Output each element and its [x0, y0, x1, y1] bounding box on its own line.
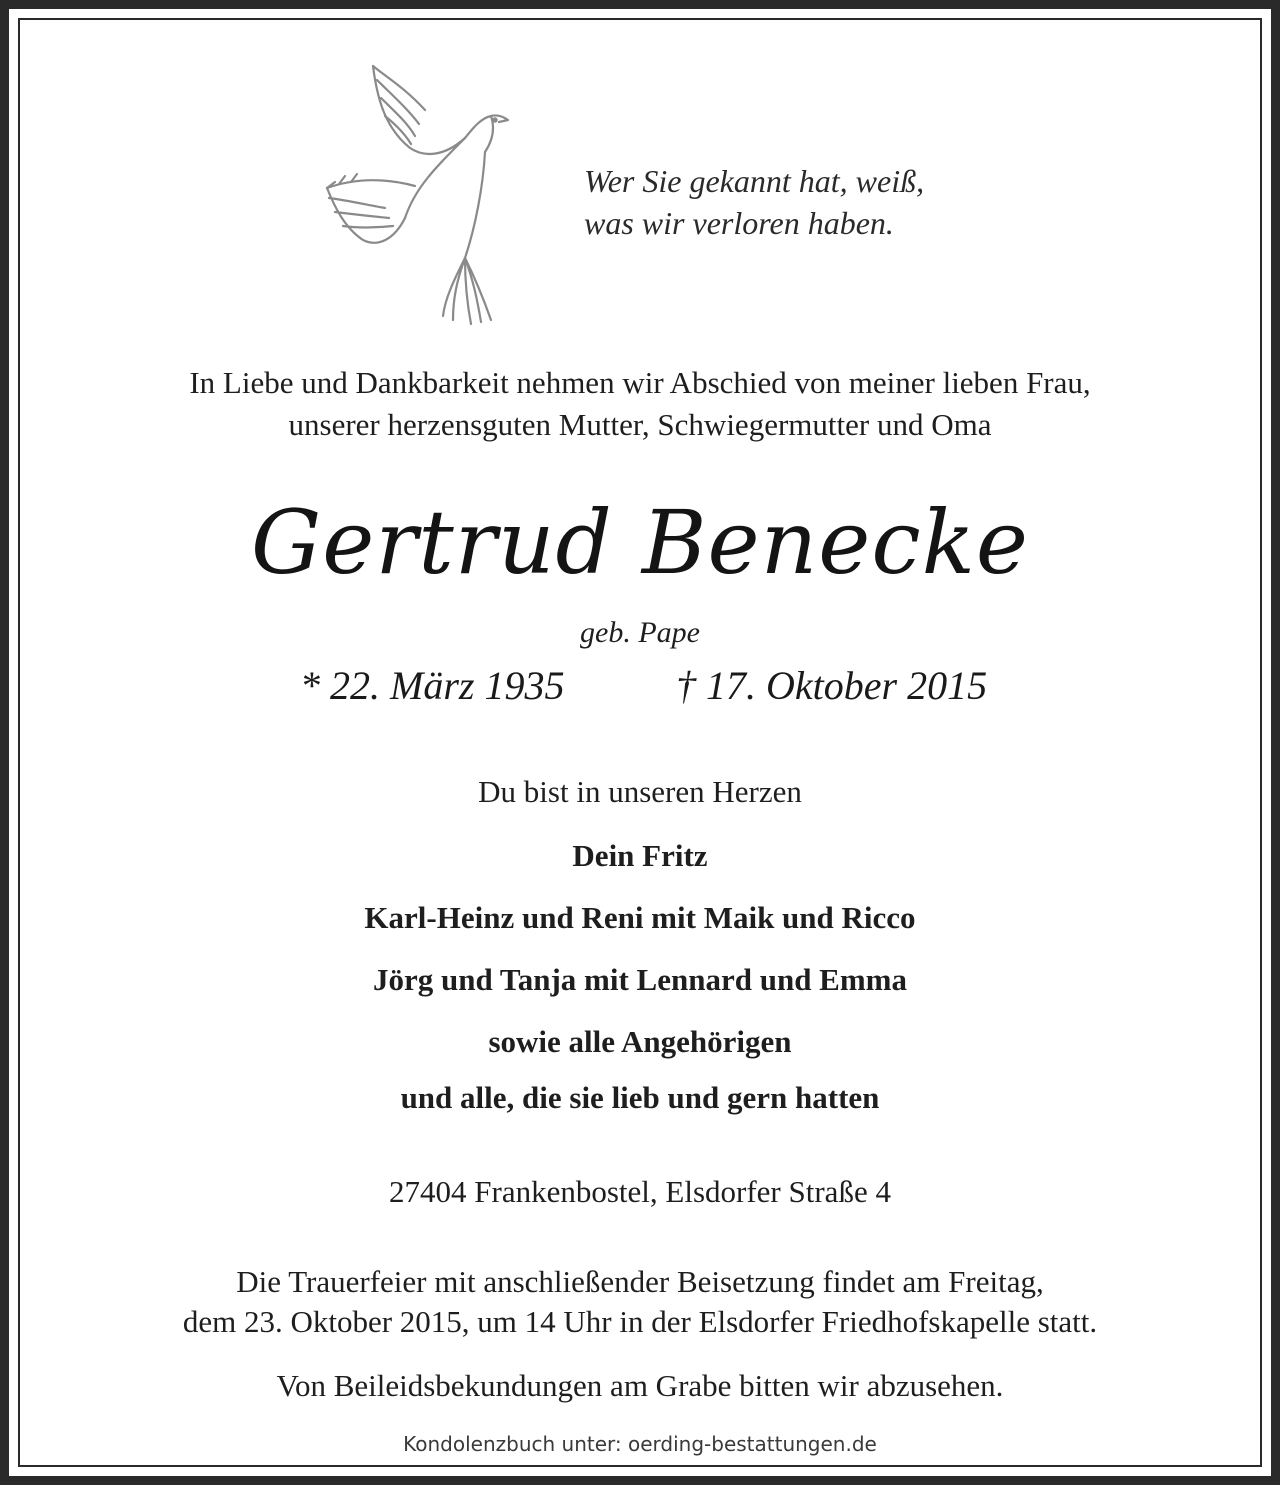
signature-line: und alle, die sie lieb und gern hatten	[400, 1080, 880, 1115]
intro-line-2: unserer herzensguten Mutter, Schwiegermutter und Oma	[288, 407, 992, 442]
condolence-book-link[interactable]: Kondolenzbuch unter: oerding-bestattungen.de	[403, 1432, 877, 1456]
address: 27404 Frankenbostel, Elsdorfer Straße 4	[389, 1174, 891, 1209]
signature-line: Karl-Heinz und Reni mit Maik und Ricco	[364, 900, 916, 935]
motto-line-2: was wir verloren haben.	[584, 205, 894, 241]
funeral-line-2: dem 23. Oktober 2015, um 14 Uhr in der Elsdorfer Friedhofskapelle statt.	[182, 1304, 1098, 1339]
funeral-notice	[0, 1262, 1280, 1342]
signature-line: Jörg und Tanja mit Lennard und Emma	[372, 962, 908, 997]
dove-icon	[315, 58, 515, 328]
intro-text	[0, 362, 1280, 446]
condolence-note: Von Beileidsbekundungen am Grabe bitten wir abzusehen.	[276, 1368, 1004, 1403]
death-date: † 17. Oktober 2015	[676, 663, 988, 708]
deceased-name: Gertrud Benecke	[250, 491, 1030, 594]
motto-line-1: Wer Sie gekannt hat, weiß,	[584, 163, 925, 199]
signature-line: Dein Fritz	[572, 838, 708, 873]
intro-line-1: In Liebe und Dankbarkeit nehmen wir Abschied von meiner lieben Frau,	[189, 365, 1091, 400]
funeral-line-1: Die Trauerfeier mit anschließender Beisetzung findet am Freitag,	[236, 1264, 1044, 1299]
motto-quote	[584, 160, 924, 244]
birth-date: * 22. März 1935	[300, 663, 565, 708]
heart-line: Du bist in unseren Herzen	[478, 774, 802, 809]
signature-line: sowie alle Angehörigen	[488, 1024, 792, 1059]
maiden-name: geb. Pape	[580, 616, 700, 649]
